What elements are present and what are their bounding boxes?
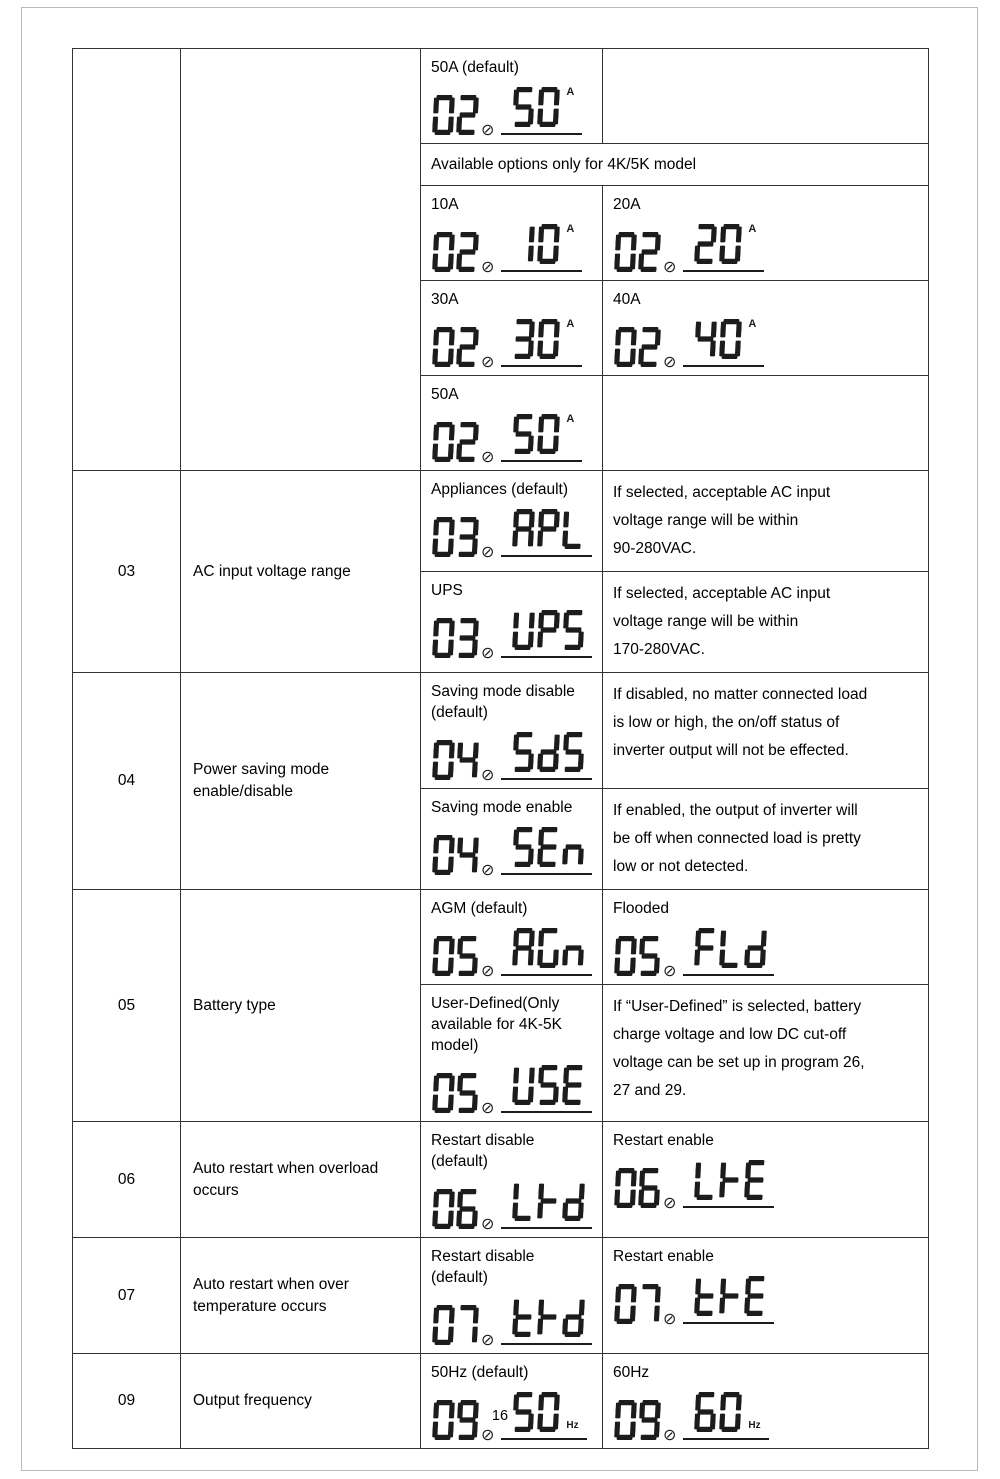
seven-segment-char [694,1276,717,1316]
program-06-description: Auto restart when overload occurs [181,1122,421,1238]
seven-segment-char [432,1305,455,1345]
lcd-value [501,1297,592,1345]
prohibit-icon: ⊘ [481,1100,495,1117]
seven-segment-char [744,928,767,968]
lcd-program-number [433,1305,478,1345]
seven-segment-char [456,1305,479,1345]
lcd-display [433,730,596,784]
lcd-value [501,928,592,976]
seven-segment-char [456,95,479,135]
lcd-display [615,317,922,371]
lcd-value [683,1160,774,1208]
option-label: Restart disable (default) [431,1132,535,1170]
program-04-number: 04 [73,673,181,890]
option-label: Flooded [613,900,670,917]
note-4k5k-cell [421,144,929,186]
seven-segment-char [537,509,560,549]
option-label: 50A [431,386,459,403]
seven-segment-char [719,1276,742,1316]
seven-segment-char [562,732,585,772]
lcd-program-number [433,1073,478,1113]
seven-segment-char [512,928,535,968]
note-cell [603,572,929,673]
lcd-program-number [615,1284,660,1324]
note-cell [603,673,929,789]
seven-segment-char [614,232,637,272]
option-cell-ups [421,572,603,673]
lcd-value [501,509,592,557]
seven-segment-char [614,327,637,367]
option-label: User-Defined(Only available for 4K-5K model) [431,995,562,1054]
prohibit-icon: ⊘ [481,122,495,139]
program-03-number: 03 [73,471,181,673]
prohibit-icon: ⊘ [481,767,495,784]
lcd-program-number [433,1189,478,1229]
program-07-number: 07 [73,1238,181,1354]
option-label: Saving mode enable [431,799,573,816]
program-07-description: Auto restart when over temperature occurs [181,1238,421,1354]
lcd-display [433,85,596,139]
option-cell-temperature-restart-enable [603,1238,929,1354]
lcd-display [615,1158,922,1212]
note-cell [603,789,929,890]
seven-segment-char [456,517,479,557]
option-cell-50a [421,376,603,471]
seven-segment-char [614,1168,637,1208]
lcd-program-number [433,327,478,367]
seven-segment-char [537,319,560,359]
note-text: If disabled, no matter connected load is low or high, the on/off status of inverter output will not be effected. [613,686,868,759]
prohibit-icon: ⊘ [481,544,495,561]
prohibit-icon: ⊘ [481,963,495,980]
lcd-program-number [615,327,660,367]
lcd-value [501,827,592,875]
lcd-display [433,222,596,276]
seven-segment-char [456,1189,479,1229]
lcd-display [615,926,922,980]
option-cell-10a [421,186,603,281]
seven-segment-char [456,618,479,658]
option-label: 50Hz (default) [431,1364,529,1381]
prohibit-icon: ⊘ [481,862,495,879]
seven-segment-char [432,835,455,875]
option-label: AGM (default) [431,900,528,917]
prohibit-icon: ⊘ [663,259,677,276]
seven-segment-char [456,1073,479,1113]
seven-segment-char [432,95,455,135]
option-cell-50a-default [421,49,603,144]
option-cell-saving-disable [421,673,603,789]
program-06-number: 06 [73,1122,181,1238]
prohibit-icon: ⊘ [481,1216,495,1233]
seven-segment-char [537,1065,560,1105]
lcd-display [615,1274,922,1328]
prohibit-icon: ⊘ [481,354,495,371]
option-cell-saving-enable [421,789,603,890]
empty-cell [603,49,929,144]
lcd-program-number [433,618,478,658]
option-cell-20a [603,186,929,281]
lcd-value [501,87,582,135]
seven-segment-char [638,1284,661,1324]
seven-segment-char [562,827,585,867]
option-cell-appliances [421,471,603,572]
lcd-program-number [433,232,478,272]
lcd-value [501,319,582,367]
seven-segment-char [537,610,560,650]
program-09-number: 09 [73,1354,181,1449]
option-label: 40A [613,291,641,308]
program-09-description: Output frequency [181,1354,421,1449]
lcd-value [501,414,582,462]
prohibit-icon: ⊘ [481,449,495,466]
seven-segment-char [694,928,717,968]
prohibit-icon: ⊘ [481,1427,495,1444]
lcd-value [501,1181,592,1229]
program-02-number-cell [73,49,181,471]
seven-segment-char [537,928,560,968]
program-04-description: Power saving mode enable/disable [181,673,421,890]
empty-cell [603,376,929,471]
option-label: 50A (default) [431,59,519,76]
seven-segment-char [694,1160,717,1200]
option-cell-agm [421,890,603,985]
lcd-unit-label: A [748,223,757,235]
option-label: 30A [431,291,459,308]
seven-segment-char [456,327,479,367]
page-number: 16 [491,1408,509,1424]
seven-segment-char [537,827,560,867]
seven-segment-char [744,1160,767,1200]
seven-segment-char [432,936,455,976]
seven-segment-char [432,517,455,557]
seven-segment-char [512,224,535,264]
note-text: If selected, acceptable AC input voltage range will be within 90-280VAC. [613,484,831,557]
seven-segment-char [432,1073,455,1113]
lcd-program-number [433,835,478,875]
option-label: 60Hz [613,1364,650,1381]
option-cell-30a [421,281,603,376]
option-cell-60hz [603,1354,929,1449]
lcd-unit-label: Hz [566,1420,579,1431]
seven-segment-char [562,1181,585,1221]
lcd-program-number [433,95,478,135]
seven-segment-char [638,1168,661,1208]
option-label: Appliances (default) [431,481,568,498]
lcd-value [501,732,592,780]
program-02-description-cell [181,49,421,471]
prohibit-icon: ⊘ [663,1311,677,1328]
seven-segment-char [719,928,742,968]
note-text: If enabled, the output of inverter will be off when connected load is pretty low or not detected. [613,802,861,875]
seven-segment-char [537,1297,560,1337]
seven-segment-char [537,87,560,127]
seven-segment-char [638,327,661,367]
lcd-program-number [433,740,478,780]
lcd-value [683,319,764,367]
seven-segment-char [456,936,479,976]
seven-segment-char [512,732,535,772]
option-cell-temperature-restart-disable [421,1238,603,1354]
settings-table [72,48,929,1449]
lcd-display [433,507,596,561]
seven-segment-char [744,1276,767,1316]
lcd-display [433,1295,596,1349]
seven-segment-char [432,327,455,367]
seven-segment-char [694,224,717,264]
lcd-value [683,928,774,976]
prohibit-icon: ⊘ [481,645,495,662]
lcd-display [615,222,922,276]
option-cell-flooded [603,890,929,985]
prohibit-icon: ⊘ [481,1332,495,1349]
lcd-value [683,224,764,272]
lcd-program-number [433,422,478,462]
seven-segment-char [432,422,455,462]
seven-segment-char [512,87,535,127]
note-cell [603,471,929,572]
lcd-unit-label: A [748,318,757,330]
seven-segment-char [562,509,585,549]
seven-segment-char [512,1181,535,1221]
seven-segment-char [456,232,479,272]
lcd-value [501,224,582,272]
note-cell [603,985,929,1122]
seven-segment-char [512,610,535,650]
lcd-display [433,926,596,980]
lcd-unit-label: Hz [748,1420,761,1431]
lcd-value [501,1065,592,1113]
option-cell-50hz [421,1354,603,1449]
note-text: If “User-Defined” is selected, battery charge voltage and low DC cut-off voltage can be set up in program 26, 27 and 29. [613,998,865,1099]
seven-segment-char [562,1297,585,1337]
lcd-program-number [433,517,478,557]
lcd-display [433,1063,596,1117]
seven-segment-char [512,1065,535,1105]
prohibit-icon: ⊘ [663,963,677,980]
seven-segment-char [719,224,742,264]
lcd-value [501,610,592,658]
seven-segment-char [537,1181,560,1221]
option-label: UPS [431,582,463,599]
seven-segment-char [537,732,560,772]
prohibit-icon: ⊘ [663,1195,677,1212]
lcd-value [683,1276,774,1324]
seven-segment-char [512,827,535,867]
lcd-display [433,317,596,371]
program-03-description: AC input voltage range [181,471,421,673]
lcd-unit-label: A [566,223,575,235]
seven-segment-char [432,740,455,780]
seven-segment-char [562,1065,585,1105]
seven-segment-char [432,1189,455,1229]
seven-segment-char [512,1297,535,1337]
seven-segment-char [432,618,455,658]
seven-segment-char [512,319,535,359]
lcd-unit-label: A [566,413,575,425]
lcd-program-number [615,936,660,976]
seven-segment-char [614,1284,637,1324]
program-05-number: 05 [73,890,181,1122]
option-cell-overload-restart-enable [603,1122,929,1238]
seven-segment-char [537,224,560,264]
option-label: 10A [431,196,459,213]
option-label: Saving mode disable (default) [431,683,575,721]
seven-segment-char [562,610,585,650]
lcd-display [433,825,596,879]
note-text: If selected, acceptable AC input voltage range will be within 170-280VAC. [613,585,831,658]
program-05-description: Battery type [181,890,421,1122]
prohibit-icon: ⊘ [481,259,495,276]
lcd-unit-label: A [566,86,575,98]
option-label: Restart disable (default) [431,1248,535,1286]
option-cell-40a [603,281,929,376]
option-label: 20A [613,196,641,213]
lcd-program-number [615,232,660,272]
option-label: Restart enable [613,1248,714,1265]
seven-segment-char [719,1160,742,1200]
lcd-program-number [433,936,478,976]
seven-segment-char [512,414,535,454]
prohibit-icon: ⊘ [663,1427,677,1444]
lcd-unit-label: A [566,318,575,330]
seven-segment-char [456,740,479,780]
seven-segment-char [562,928,585,968]
option-label: Restart enable [613,1132,714,1149]
seven-segment-char [719,319,742,359]
seven-segment-char [512,509,535,549]
lcd-program-number [615,1168,660,1208]
seven-segment-char [694,319,717,359]
seven-segment-char [432,232,455,272]
lcd-display [433,1179,596,1233]
lcd-display [433,608,596,662]
lcd-display [433,412,596,466]
prohibit-icon: ⊘ [663,354,677,371]
note-text: Available options only for 4K/5K model [431,155,697,173]
seven-segment-char [638,936,661,976]
option-cell-user-defined [421,985,603,1122]
seven-segment-char [638,232,661,272]
seven-segment-char [456,835,479,875]
option-cell-overload-restart-disable [421,1122,603,1238]
seven-segment-char [537,414,560,454]
seven-segment-char [614,936,637,976]
seven-segment-char [456,422,479,462]
